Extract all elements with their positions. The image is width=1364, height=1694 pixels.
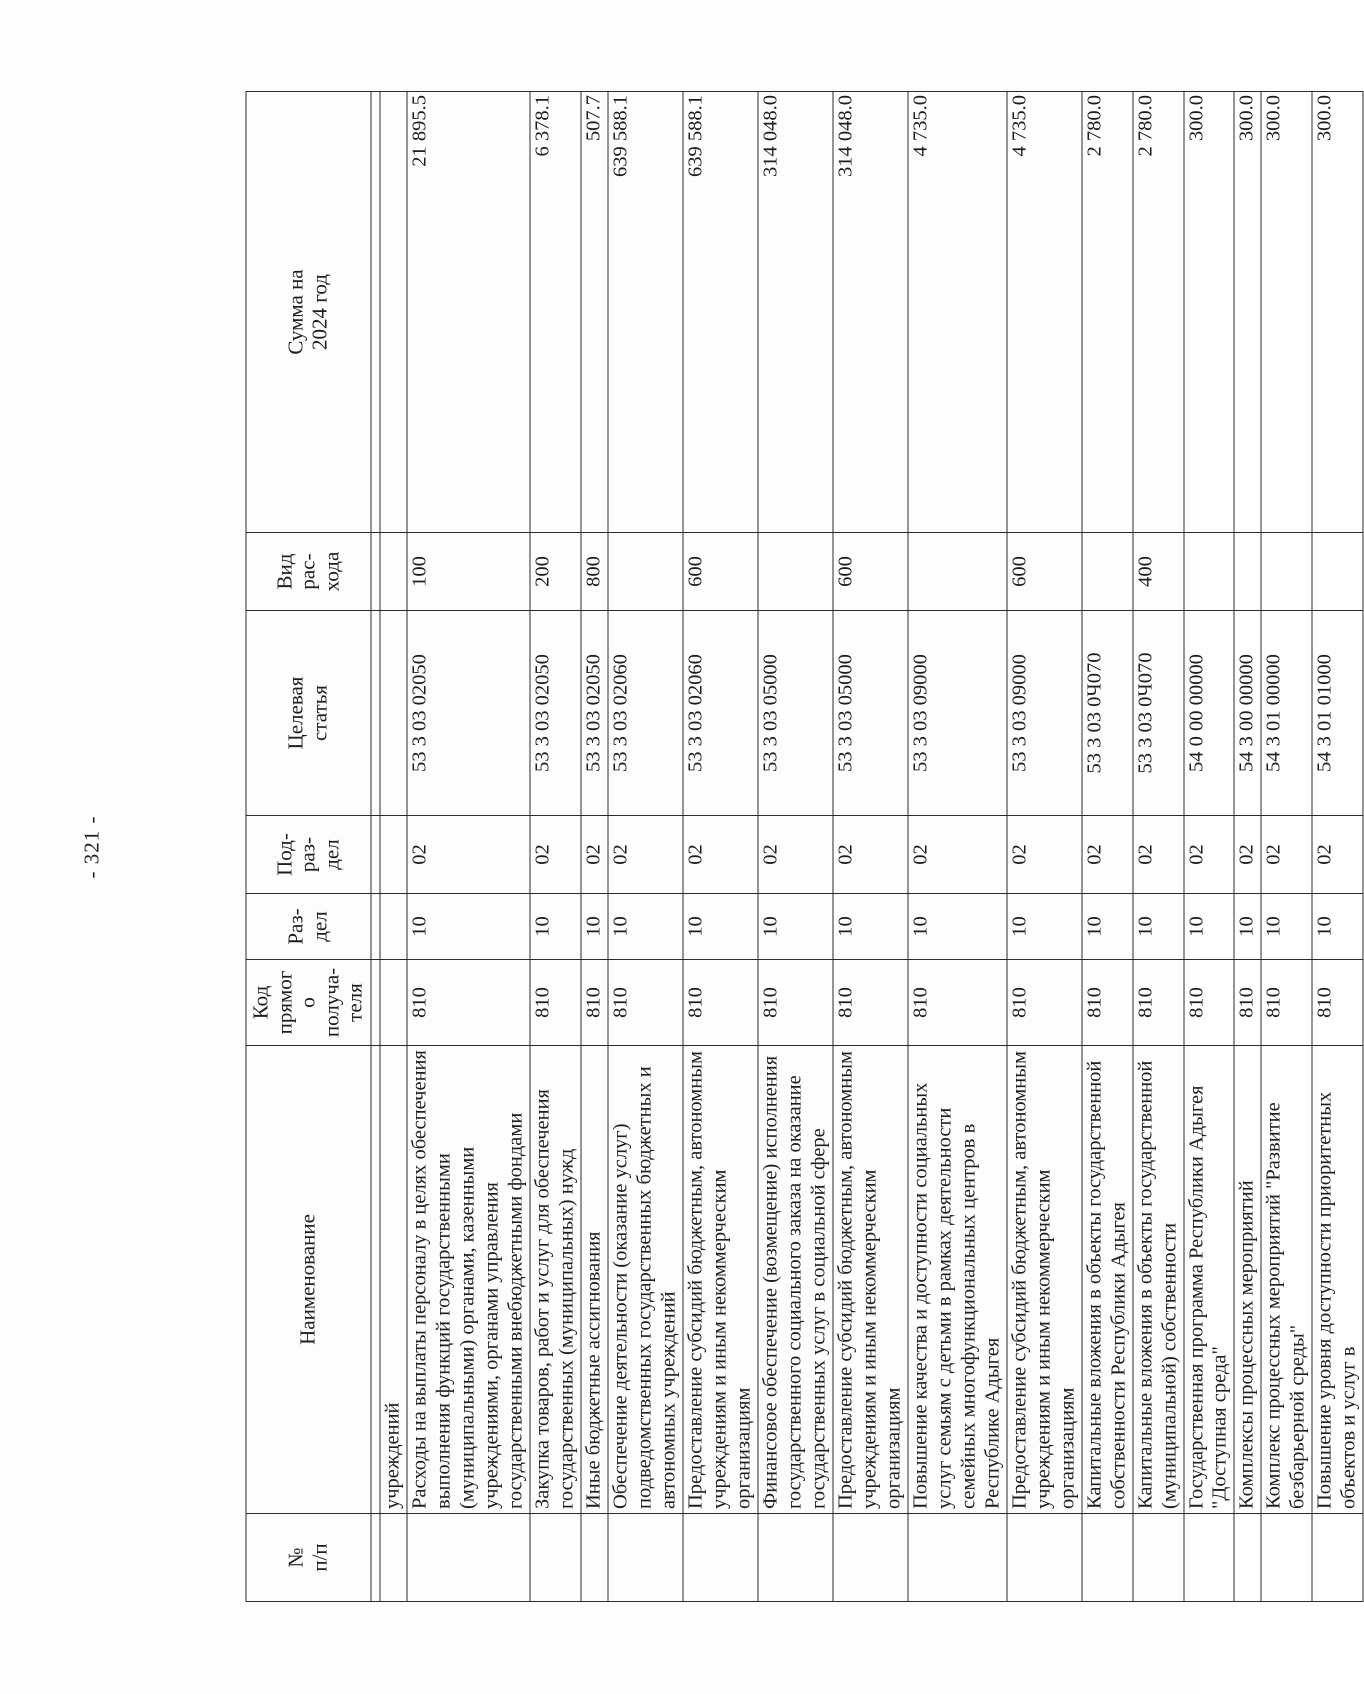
colnum-cell	[371, 611, 380, 816]
table-row	[1082, 92, 1133, 1602]
cell-article: 53 3 03 09000	[1007, 611, 1082, 816]
table-row	[1234, 92, 1261, 1602]
cell-recipient: 810	[608, 960, 683, 1046]
cell-num	[1184, 1514, 1235, 1602]
header-num: № п/п	[246, 1514, 371, 1602]
cell-num	[833, 1514, 908, 1602]
cell-recipient: 810	[1133, 960, 1184, 1046]
cell-subsection: 02	[407, 816, 530, 894]
table-row	[380, 92, 407, 1602]
cell-expense: 600	[1007, 533, 1082, 611]
colnum-cell	[371, 816, 380, 894]
cell-num	[407, 1514, 530, 1602]
cell-name: Обеспечение деятельности (оказание услуг) подведомственных государственных бюджетных и автономных учреждений	[608, 1046, 683, 1514]
table-row	[1261, 92, 1312, 1602]
cell-subsection: 02	[530, 816, 581, 894]
cell-article: 54 3 01 00000	[1261, 611, 1312, 816]
cell-name: Повышение качества и доступности социальных услуг семьям с детьми в рамках деятельности семейных многофункциональных центров в Республике Адыгея	[908, 1046, 1007, 1514]
cell-article: 53 3 03 0Ч070	[1133, 611, 1184, 816]
header-expense-type: Вид рас- хода	[246, 533, 371, 611]
page-number: - 321 -	[79, 815, 104, 879]
cell-article: 53 3 03 0Ч070	[1082, 611, 1133, 816]
colnum-cell	[371, 1046, 380, 1514]
cell-expense	[1234, 533, 1261, 611]
cell-sum: 300.0	[1312, 92, 1363, 533]
cell-subsection: 02	[1133, 816, 1184, 894]
cell-name: учреждений	[380, 1046, 407, 1514]
cell-subsection: 02	[1184, 816, 1235, 894]
cell-name: Капитальные вложения в объекты государственной (муниципальной) собственности	[1133, 1046, 1184, 1514]
cell-expense: 200	[530, 533, 581, 611]
header-section: Раз- дел	[246, 894, 371, 960]
cell-section: 10	[683, 894, 758, 960]
cell-section: 10	[1184, 894, 1235, 960]
cell-num	[380, 1514, 407, 1602]
table-row	[758, 92, 833, 1602]
cell-num	[608, 1514, 683, 1602]
cell-expense	[380, 533, 407, 611]
cell-subsection: 02	[1261, 816, 1312, 894]
cell-article	[380, 611, 407, 816]
header-name: Наименование	[246, 1046, 371, 1514]
cell-article: 53 3 03 02050	[530, 611, 581, 816]
cell-recipient: 810	[833, 960, 908, 1046]
cell-name: Комплекс процессных мероприятий "Развитие безбарьерной среды"	[1261, 1046, 1312, 1514]
cell-expense	[1261, 533, 1312, 611]
cell-name: Расходы на выплаты персоналу в целях обеспечения выполнения функций государственными (муниципальными) органами, казенными учреждениями, органами управления государственными внебюджетными фондами	[407, 1046, 530, 1514]
header-subsection: Под- раз- дел	[246, 816, 371, 894]
cell-sum: 2 780.0	[1133, 92, 1184, 533]
cell-num	[1082, 1514, 1133, 1602]
cell-recipient: 810	[1082, 960, 1133, 1046]
cell-article: 54 3 00 00000	[1234, 611, 1261, 816]
cell-recipient: 810	[1007, 960, 1082, 1046]
cell-recipient: 810	[1234, 960, 1261, 1046]
cell-subsection: 02	[1082, 816, 1133, 894]
cell-expense	[608, 533, 683, 611]
header-recipient-code: Код прямог о получа- теля	[246, 960, 371, 1046]
cell-recipient: 810	[1261, 960, 1312, 1046]
cell-article: 53 3 03 09000	[908, 611, 1007, 816]
cell-num	[1312, 1514, 1363, 1602]
cell-sum	[380, 92, 407, 533]
table-header-row	[246, 92, 371, 1602]
colnum-cell	[371, 894, 380, 960]
table-row	[1007, 92, 1082, 1602]
cell-subsection: 02	[833, 816, 908, 894]
cell-recipient: 810	[407, 960, 530, 1046]
cell-sum: 300.0	[1184, 92, 1235, 533]
cell-expense	[1184, 533, 1235, 611]
cell-sum: 2 780.0	[1082, 92, 1133, 533]
cell-name: Предоставление субсидий бюджетным, автономным учреждениям и иным некоммерческим организациям	[1007, 1046, 1082, 1514]
cell-section: 10	[1234, 894, 1261, 960]
cell-article: 53 3 03 02060	[608, 611, 683, 816]
header-sum: Сумма на 2024 год	[246, 92, 371, 533]
table-row	[581, 92, 608, 1602]
cell-expense: 600	[833, 533, 908, 611]
cell-sum: 314 048.0	[758, 92, 833, 533]
cell-sum: 6 378.1	[530, 92, 581, 533]
cell-name: Закупка товаров, работ и услуг для обеспечения государственных (муниципальных) нужд	[530, 1046, 581, 1514]
table-row	[1133, 92, 1184, 1602]
cell-recipient: 810	[581, 960, 608, 1046]
colnum-cell	[371, 533, 380, 611]
table-row	[683, 92, 758, 1602]
cell-num	[581, 1514, 608, 1602]
cell-name: Капитальные вложения в объекты государственной собственности Республики Адыгея	[1082, 1046, 1133, 1514]
budget-table	[246, 91, 1364, 1602]
cell-section: 10	[758, 894, 833, 960]
cell-name: Комплексы процессных мероприятий	[1234, 1046, 1261, 1514]
budget-table-container	[246, 92, 1360, 1602]
cell-expense: 600	[683, 533, 758, 611]
cell-sum: 300.0	[1261, 92, 1312, 533]
cell-subsection: 02	[758, 816, 833, 894]
cell-subsection: 02	[1007, 816, 1082, 894]
cell-section: 10	[833, 894, 908, 960]
cell-subsection: 02	[1234, 816, 1261, 894]
table-row	[608, 92, 683, 1602]
cell-num	[1234, 1514, 1261, 1602]
cell-subsection: 02	[908, 816, 1007, 894]
cell-sum: 4 735.0	[1007, 92, 1082, 533]
table-row	[833, 92, 908, 1602]
cell-article: 53 3 03 02060	[683, 611, 758, 816]
cell-num	[530, 1514, 581, 1602]
colnum-cell	[371, 92, 380, 533]
cell-recipient: 810	[683, 960, 758, 1046]
cell-subsection: 02	[608, 816, 683, 894]
cell-article: 53 3 03 02050	[407, 611, 530, 816]
table-row	[1184, 92, 1235, 1602]
cell-expense: 800	[581, 533, 608, 611]
cell-section: 10	[1312, 894, 1363, 960]
table-row	[407, 92, 530, 1602]
cell-expense	[758, 533, 833, 611]
cell-recipient: 810	[908, 960, 1007, 1046]
cell-num	[683, 1514, 758, 1602]
cell-sum: 507.7	[581, 92, 608, 533]
cell-num	[1133, 1514, 1184, 1602]
cell-section: 10	[1133, 894, 1184, 960]
cell-sum: 21 895.5	[407, 92, 530, 533]
cell-num	[758, 1514, 833, 1602]
cell-subsection: 02	[581, 816, 608, 894]
cell-num	[908, 1514, 1007, 1602]
cell-sum: 300.0	[1234, 92, 1261, 533]
column-number-row	[371, 92, 380, 1602]
cell-expense	[1312, 533, 1363, 611]
cell-section: 10	[1261, 894, 1312, 960]
table-row	[908, 92, 1007, 1602]
cell-name: Предоставление субсидий бюджетным, автономным учреждениям и иным некоммерческим организациям	[683, 1046, 758, 1514]
cell-sum: 314 048.0	[833, 92, 908, 533]
cell-article: 54 3 01 01000	[1312, 611, 1363, 816]
cell-recipient: 810	[758, 960, 833, 1046]
cell-recipient: 810	[1312, 960, 1363, 1046]
cell-sum: 639 588.1	[608, 92, 683, 533]
cell-section: 10	[530, 894, 581, 960]
colnum-cell	[371, 960, 380, 1046]
cell-subsection: 02	[1312, 816, 1363, 894]
cell-sum: 639 588.1	[683, 92, 758, 533]
cell-subsection	[380, 816, 407, 894]
cell-section: 10	[908, 894, 1007, 960]
cell-article: 53 3 03 02050	[581, 611, 608, 816]
colnum-cell	[371, 1514, 380, 1602]
cell-recipient: 810	[530, 960, 581, 1046]
cell-expense: 400	[1133, 533, 1184, 611]
cell-section: 10	[608, 894, 683, 960]
cell-section: 10	[581, 894, 608, 960]
cell-num	[1261, 1514, 1312, 1602]
cell-name: Государственная программа Республики Адыгея "Доступная среда"	[1184, 1046, 1235, 1514]
cell-expense: 100	[407, 533, 530, 611]
cell-name: Предоставление субсидий бюджетным, автономным учреждениям и иным некоммерческим организациям	[833, 1046, 908, 1514]
cell-expense	[908, 533, 1007, 611]
table-row	[1312, 92, 1363, 1602]
cell-section: 10	[1082, 894, 1133, 960]
cell-recipient	[380, 960, 407, 1046]
header-target-article: Целевая статья	[246, 611, 371, 816]
cell-section: 10	[407, 894, 530, 960]
cell-article: 53 3 03 05000	[833, 611, 908, 816]
cell-num	[1007, 1514, 1082, 1602]
cell-name: Финансовое обеспечение (возмещение) исполнения государственного социального заказа на оказание государственных услуг в социальной сфере	[758, 1046, 833, 1514]
cell-name: Иные бюджетные ассигнования	[581, 1046, 608, 1514]
cell-recipient: 810	[1184, 960, 1235, 1046]
cell-section	[380, 894, 407, 960]
cell-name: Повышение уровня доступности приоритетных объектов и услуг в	[1312, 1046, 1363, 1514]
cell-section: 10	[1007, 894, 1082, 960]
cell-article: 54 0 00 00000	[1184, 611, 1235, 816]
cell-sum: 4 735.0	[908, 92, 1007, 533]
cell-expense	[1082, 533, 1133, 611]
cell-subsection: 02	[683, 816, 758, 894]
table-row	[530, 92, 581, 1602]
cell-article: 53 3 03 05000	[758, 611, 833, 816]
